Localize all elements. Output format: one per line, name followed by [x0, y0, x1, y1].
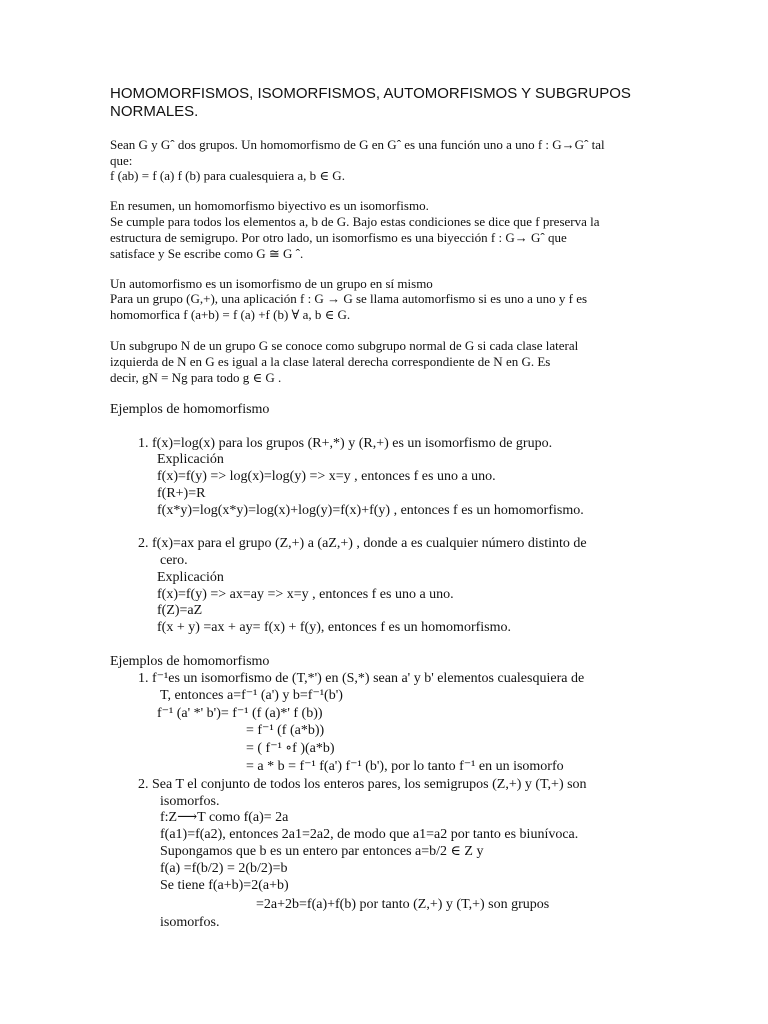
example-line: Explicación — [157, 570, 224, 585]
text-line: Para un grupo (G,+), una aplicación f : G → G se llama automorfismo si es uno a uno y f es — [110, 291, 588, 306]
example-line: f(R+)=R — [157, 486, 206, 501]
example-line: = a * b = f⁻¹ f(a') f⁻¹ (b'), por lo tanto f⁻¹ en un isomorfo — [246, 759, 564, 774]
example-line: 1. f(x)=log(x) para los grupos (R+,*) y (R,+) es un isomorfismo de grupo. — [138, 436, 553, 451]
text-line: f (ab) = f (a) f (b) para cualesquiera a, b ∈ G. — [110, 168, 345, 183]
text-line: Sean G y Gˆ dos grupos. Un homomorfismo de G en Gˆ es una función uno a uno f : G→Gˆ tal — [110, 137, 605, 152]
text-line: homomorfica f (a+b) = f (a) +f (b) ∀ a, b ∈ G. — [110, 307, 351, 322]
example-line: isomorfos. — [160, 915, 220, 930]
example-line: f(x)=f(y) => ax=ay => x=y , entonces f es uno a uno. — [157, 587, 454, 602]
example-line: Explicación — [157, 452, 224, 467]
example-line: f(x + y) =ax + ay= f(x) + f(y), entonces f es un homomorfismo. — [157, 620, 511, 635]
example-line: Se tiene f(a+b)=2(a+b) — [160, 878, 289, 893]
text-line: Un subgrupo N de un grupo G se conoce como subgrupo normal de G si cada clase lateral — [110, 338, 579, 353]
example-line: Supongamos que b es un entero par entonces a=b/2 ∈ Z y — [160, 844, 484, 859]
example-line: = ( f⁻¹ ∘f )(a*b) — [246, 741, 335, 756]
document-title — [110, 85, 670, 121]
text-line: satisface y Se escribe como G ≅ G ˆ. — [110, 246, 304, 261]
example-line: 2. Sea T el conjunto de todos los enteros pares, los semigrupos (Z,+) y (T,+) son — [138, 777, 587, 792]
example-line: f(a) =f(b/2) = 2(b/2)=b — [160, 861, 288, 876]
example-line: isomorfos. — [160, 794, 220, 809]
example-line: f⁻¹ (a' *' b')= f⁻¹ (f (a)*' f (b)) — [157, 706, 323, 721]
example-line: 1. f⁻¹es un isomorfismo de (T,*') en (S,*) sean a' y b' elementos cualesquiera de — [138, 671, 585, 686]
section-heading: Ejemplos de homomorfismo — [110, 654, 270, 669]
text-line: izquierda de N en G es igual a la clase lateral derecha correspondiente de N en G. Es — [110, 354, 551, 369]
text-line: Un automorfismo es un isomorfismo de un grupo en sí mismo — [110, 276, 433, 291]
example-line: f(a1)=f(a2), entonces 2a1=2a2, de modo que a1=a2 por tanto es biunívoca. — [160, 827, 579, 842]
example-line: T, entonces a=f⁻¹ (a') y b=f⁻¹(b') — [160, 688, 343, 703]
example-line: f(x)=f(y) => log(x)=log(y) => x=y , entonces f es uno a uno. — [157, 469, 496, 484]
example-line: 2. f(x)=ax para el grupo (Z,+) a (aZ,+) , donde a es cualquier número distinto de — [138, 536, 587, 551]
example-line: cero. — [160, 553, 188, 568]
title-line: HOMOMORFISMOS, ISOMORFISMOS, AUTOMORFISMOS Y SUBGRUPOS — [110, 85, 631, 102]
text-line: que: — [110, 153, 133, 168]
example-line: f(Z)=aZ — [157, 603, 203, 618]
example-line: f:Z⟶T como f(a)= 2a — [160, 810, 289, 825]
text-line: decir, gN = Ng para todo g ∈ G . — [110, 370, 282, 385]
example-line: =2a+2b=f(a)+f(b) por tanto (Z,+) y (T,+) son grupos — [256, 897, 550, 912]
title-line: NORMALES. — [110, 103, 199, 120]
text-line: En resumen, un homomorfismo biyectivo es un isomorfismo. — [110, 198, 429, 213]
example-line: f(x*y)=log(x*y)=log(x)+log(y)=f(x)+f(y) , entonces f es un homomorfismo. — [157, 503, 584, 518]
section-heading: Ejemplos de homomorfismo — [110, 402, 270, 417]
text-line: estructura de semigrupo. Por otro lado, un isomorfismo es una biyección f : G→ Gˆ que — [110, 230, 567, 245]
text-line: Se cumple para todos los elementos a, b de G. Bajo estas condiciones se dice que f preserva la — [110, 214, 600, 229]
example-line: = f⁻¹ (f (a*b)) — [246, 723, 325, 738]
